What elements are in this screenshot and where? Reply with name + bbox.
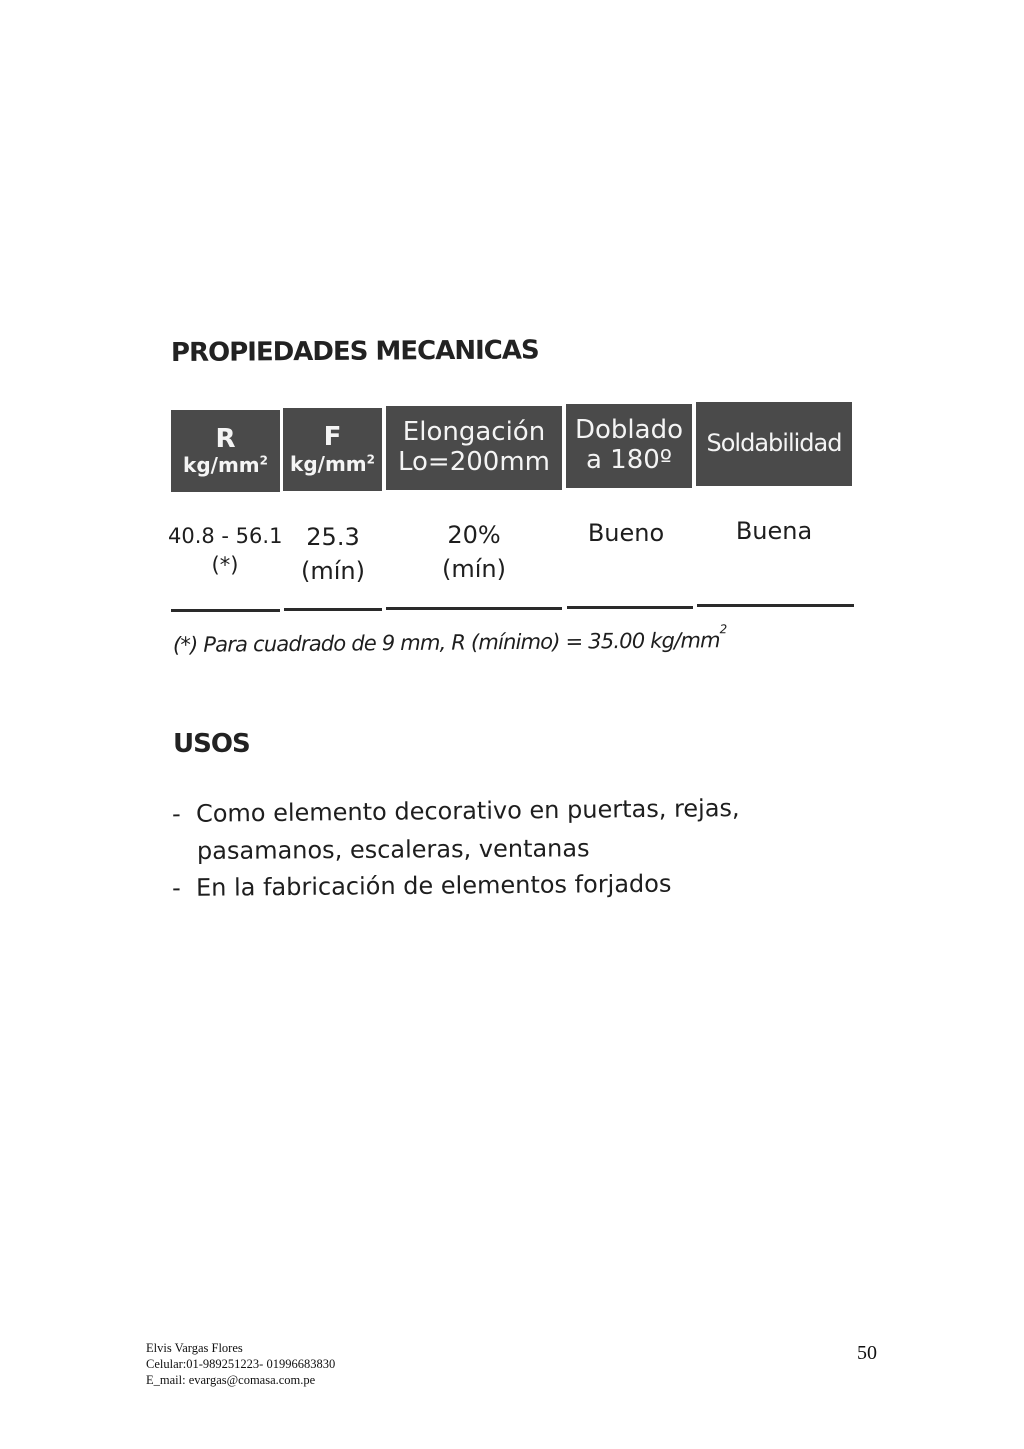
table-footnote: (*) Para cuadrado de 9 mm, R (mínimo) = 35.00 $kg/mm^2$ xyxy=(172,622,727,657)
header-elongacion-label: Elongación xyxy=(402,417,546,448)
table-bottom-rule xyxy=(171,609,280,612)
list-item-continuation xyxy=(197,834,590,865)
cell-soldabilidad-value: Buena xyxy=(735,517,813,545)
cell-f-value: 25.3 xyxy=(306,523,360,551)
cell-soldabilidad xyxy=(696,515,852,549)
list-item xyxy=(172,794,740,828)
cell-r-value: 40.8 - 56.1 xyxy=(168,524,283,548)
list-dash: - xyxy=(171,799,181,828)
cell-doblado-value: Bueno xyxy=(587,519,665,547)
cell-f-note: (mín) xyxy=(301,556,365,585)
section-title-usos: USOS xyxy=(173,729,250,759)
cell-r-note: (*) xyxy=(211,553,239,578)
header-r-unit: $kg/mm^2$ xyxy=(183,453,268,478)
cell-doblado xyxy=(566,517,686,551)
table-bottom-rule xyxy=(697,604,854,607)
header-f-label: F xyxy=(323,422,342,453)
table-bottom-rule xyxy=(386,607,562,610)
footer-name: Elvis Vargas Flores xyxy=(146,1341,243,1355)
footer-phone: Celular:01-989251223- 01996683830 xyxy=(146,1357,336,1371)
header-f-unit: $kg/mm^2$ xyxy=(290,451,375,476)
header-doblado xyxy=(566,404,692,488)
table-bottom-rule xyxy=(567,606,693,609)
cell-elongacion xyxy=(386,519,562,586)
page-footer xyxy=(146,1340,335,1388)
cell-r xyxy=(168,522,282,581)
header-elongacion-sub: Lo=200mm xyxy=(397,447,550,477)
list-item-text: En la fabricación de elementos forjados xyxy=(195,869,672,902)
page-number: 50 xyxy=(857,1342,877,1364)
header-f xyxy=(283,408,382,491)
footer-email: E_mail: evargas@comasa.com.pe xyxy=(146,1373,316,1387)
header-soldabilidad-label: Soldabilidad xyxy=(706,429,842,458)
header-r-label: R xyxy=(215,423,236,454)
header-r xyxy=(171,410,280,492)
section-title-propiedades: PROPIEDADES MECANICAS xyxy=(170,335,539,368)
list-dash: - xyxy=(171,873,181,902)
list-item-text: pasamanos, escaleras, ventanas xyxy=(196,834,590,865)
cell-f xyxy=(283,521,383,588)
header-doblado-sub: a 180º xyxy=(585,445,673,475)
list-item-text: Como elemento decorativo en puertas, rejas, xyxy=(195,794,740,828)
header-doblado-label: Doblado xyxy=(575,415,683,446)
header-elongacion xyxy=(386,406,562,490)
header-soldabilidad xyxy=(696,402,852,486)
cell-elongacion-value: 20% xyxy=(447,521,501,549)
list-item xyxy=(172,870,672,902)
table-bottom-rule xyxy=(284,608,382,611)
cell-elongacion-note: (mín) xyxy=(442,554,506,583)
